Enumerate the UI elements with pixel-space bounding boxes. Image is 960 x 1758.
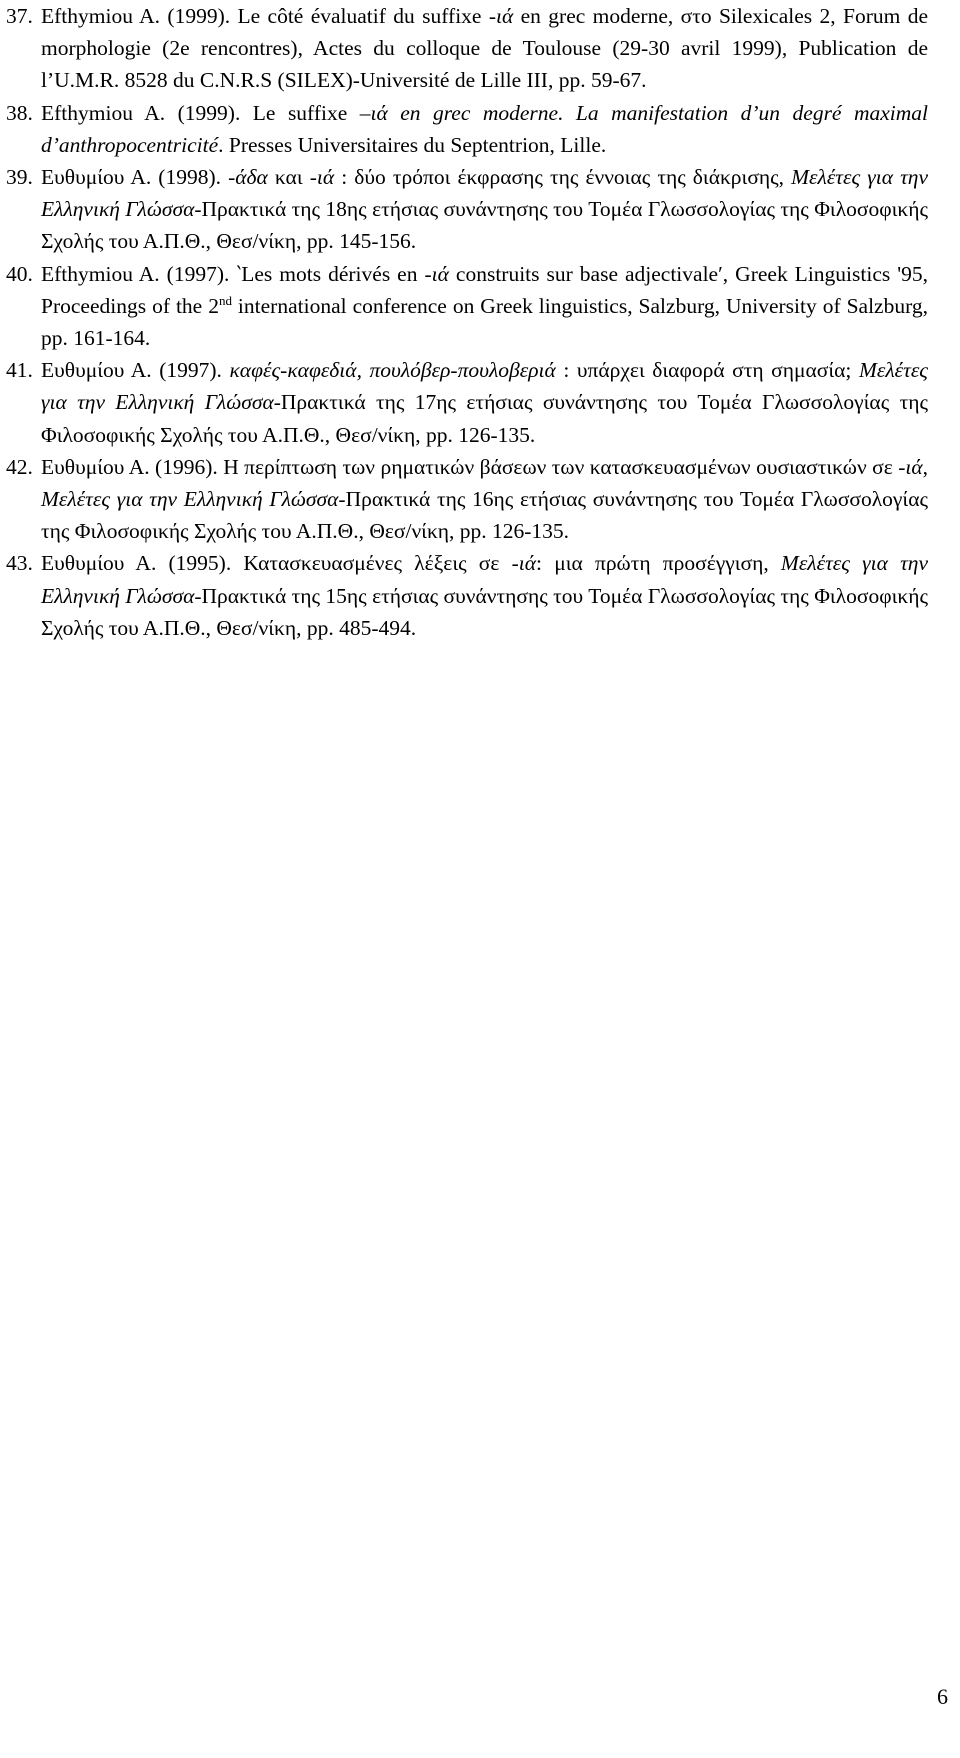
reference-text — [41, 547, 928, 644]
text-run: . Presses Universitaires du Septentrion, Lille. — [218, 132, 607, 157]
italic-text: -ιά — [898, 454, 923, 479]
reference-item — [6, 547, 928, 644]
reference-number: 39. — [6, 165, 33, 190]
italic-text: ιά — [431, 261, 449, 286]
reference-text — [41, 354, 928, 451]
reference-item — [6, 354, 928, 451]
page-number: 6 — [937, 1684, 948, 1709]
italic-text: -ιά — [511, 551, 537, 576]
text-run: Ευθυμίου Α. (1997). — [41, 358, 230, 383]
superscript-text: nd — [218, 292, 232, 308]
reference-text — [41, 451, 928, 548]
text-run: Efthymiou A. (1999). Le côté évaluatif du suffixe - — [41, 4, 496, 28]
text-run: -Πρακτικά της 15ης ετήσιας συνάντησης του Τομέα Γλωσσολογίας της Φιλοσοφικής Σχολής του Α.Π.Θ., Θεσ/νίκη, pp. 485-494. — [41, 583, 928, 640]
reference-number: 37. — [6, 4, 33, 28]
reference-text — [41, 161, 928, 258]
italic-text: -άδα — [228, 165, 268, 190]
italic-text: ιά — [496, 4, 514, 28]
italic-text: Μελέτες για την Ελληνική Γλώσσα — [41, 165, 928, 222]
reference-text — [41, 258, 928, 355]
text-run: -Πρακτικά της 17ης ετήσιας συνάντησης του Τομέα Γλωσσολογίας της Φιλοσοφικής Σχολής του Α.Π.Θ., Θεσ/νίκη, pp. 126-135. — [41, 390, 928, 447]
italic-text: –ιά en grec moderne. La manifestation d’un degré maximal d’anthropocentricité — [41, 100, 928, 157]
reference-item — [6, 451, 928, 548]
text-run: , — [922, 454, 928, 479]
text-run: : δύο τρόποι έκφρασης της έννοιας της διάκρισης, — [334, 165, 792, 190]
text-run: Ευθυμίου Α. (1998). — [41, 165, 229, 190]
italic-text: Μελέτες για την Ελληνική Γλώσσα — [41, 487, 339, 512]
text-run: : μια πρώτη προσέγγιση, — [536, 551, 781, 576]
reference-item — [6, 161, 928, 258]
italic-text: καφές-καφεδιά, πουλόβερ-πουλοβεριά — [229, 358, 556, 383]
text-run: Ευθυμίου Α. (1996). Η περίπτωση των ρηματικών βάσεων των κατασκευασμένων ουσιαστικών σε — [41, 454, 899, 479]
reference-item — [6, 0, 928, 97]
text-run: -Πρακτικά της 16ης ετήσιας συνάντησης του Τομέα Γλωσσολογίας της Φιλοσοφικής Σχολής του Α.Π.Θ., Θεσ/νίκη, pp. 126-135. — [41, 487, 928, 544]
reference-number: 41. — [6, 358, 33, 383]
text-run: construits sur base adjectivale′, Greek Linguistics '95, Proceedings of the 2 — [41, 261, 928, 318]
text-run: international conference on Greek linguistics, Salzburg, University of Salzburg, pp. 161-164. — [41, 293, 928, 351]
reference-number: 38. — [6, 100, 33, 125]
reference-number: 43. — [6, 551, 33, 576]
text-run: Ευθυμίου Α. (1995). Κατασκευασμένες λέξεις σε — [41, 551, 512, 576]
reference-text — [41, 97, 928, 161]
text-run: -Πρακτικά της 18ης ετήσιας συνάντησης του Τομέα Γλωσσολογίας της Φιλοσοφικής Σχολής του Α.Π.Θ., Θεσ/νίκη, pp. 145-156. — [41, 197, 928, 254]
text-run: Efthymiou A. (1997). ‵Les mots dérivés en - — [41, 261, 432, 286]
text-run: : υπάρχει διαφορά στη σημασία; — [555, 358, 859, 383]
reference-item — [6, 97, 928, 161]
text-run: και — [267, 165, 310, 190]
reference-number: 42. — [6, 454, 33, 479]
italic-text: -ιά — [309, 165, 335, 190]
text-run: Efthymiou A. (1999). Le suffixe — [41, 100, 360, 125]
italic-text: Μελέτες για την Ελληνική Γλώσσα — [41, 358, 929, 415]
italic-text: Μελέτες για την Ελληνική Γλώσσα — [41, 551, 928, 608]
reference-text — [41, 0, 928, 97]
text-run: en grec moderne, στο Silexicales 2, Forum de morphologie (2e rencontres), Actes du colloque de Toulouse (29-30 avril 1999), Publication de l’U.M.R. 8528 du C.N.R.S (SILEX)-Université de Lille III, pp. 59-67. — [41, 4, 928, 93]
reference-number: 40. — [6, 261, 33, 286]
reference-list — [6, 0, 928, 644]
reference-item — [6, 258, 928, 355]
